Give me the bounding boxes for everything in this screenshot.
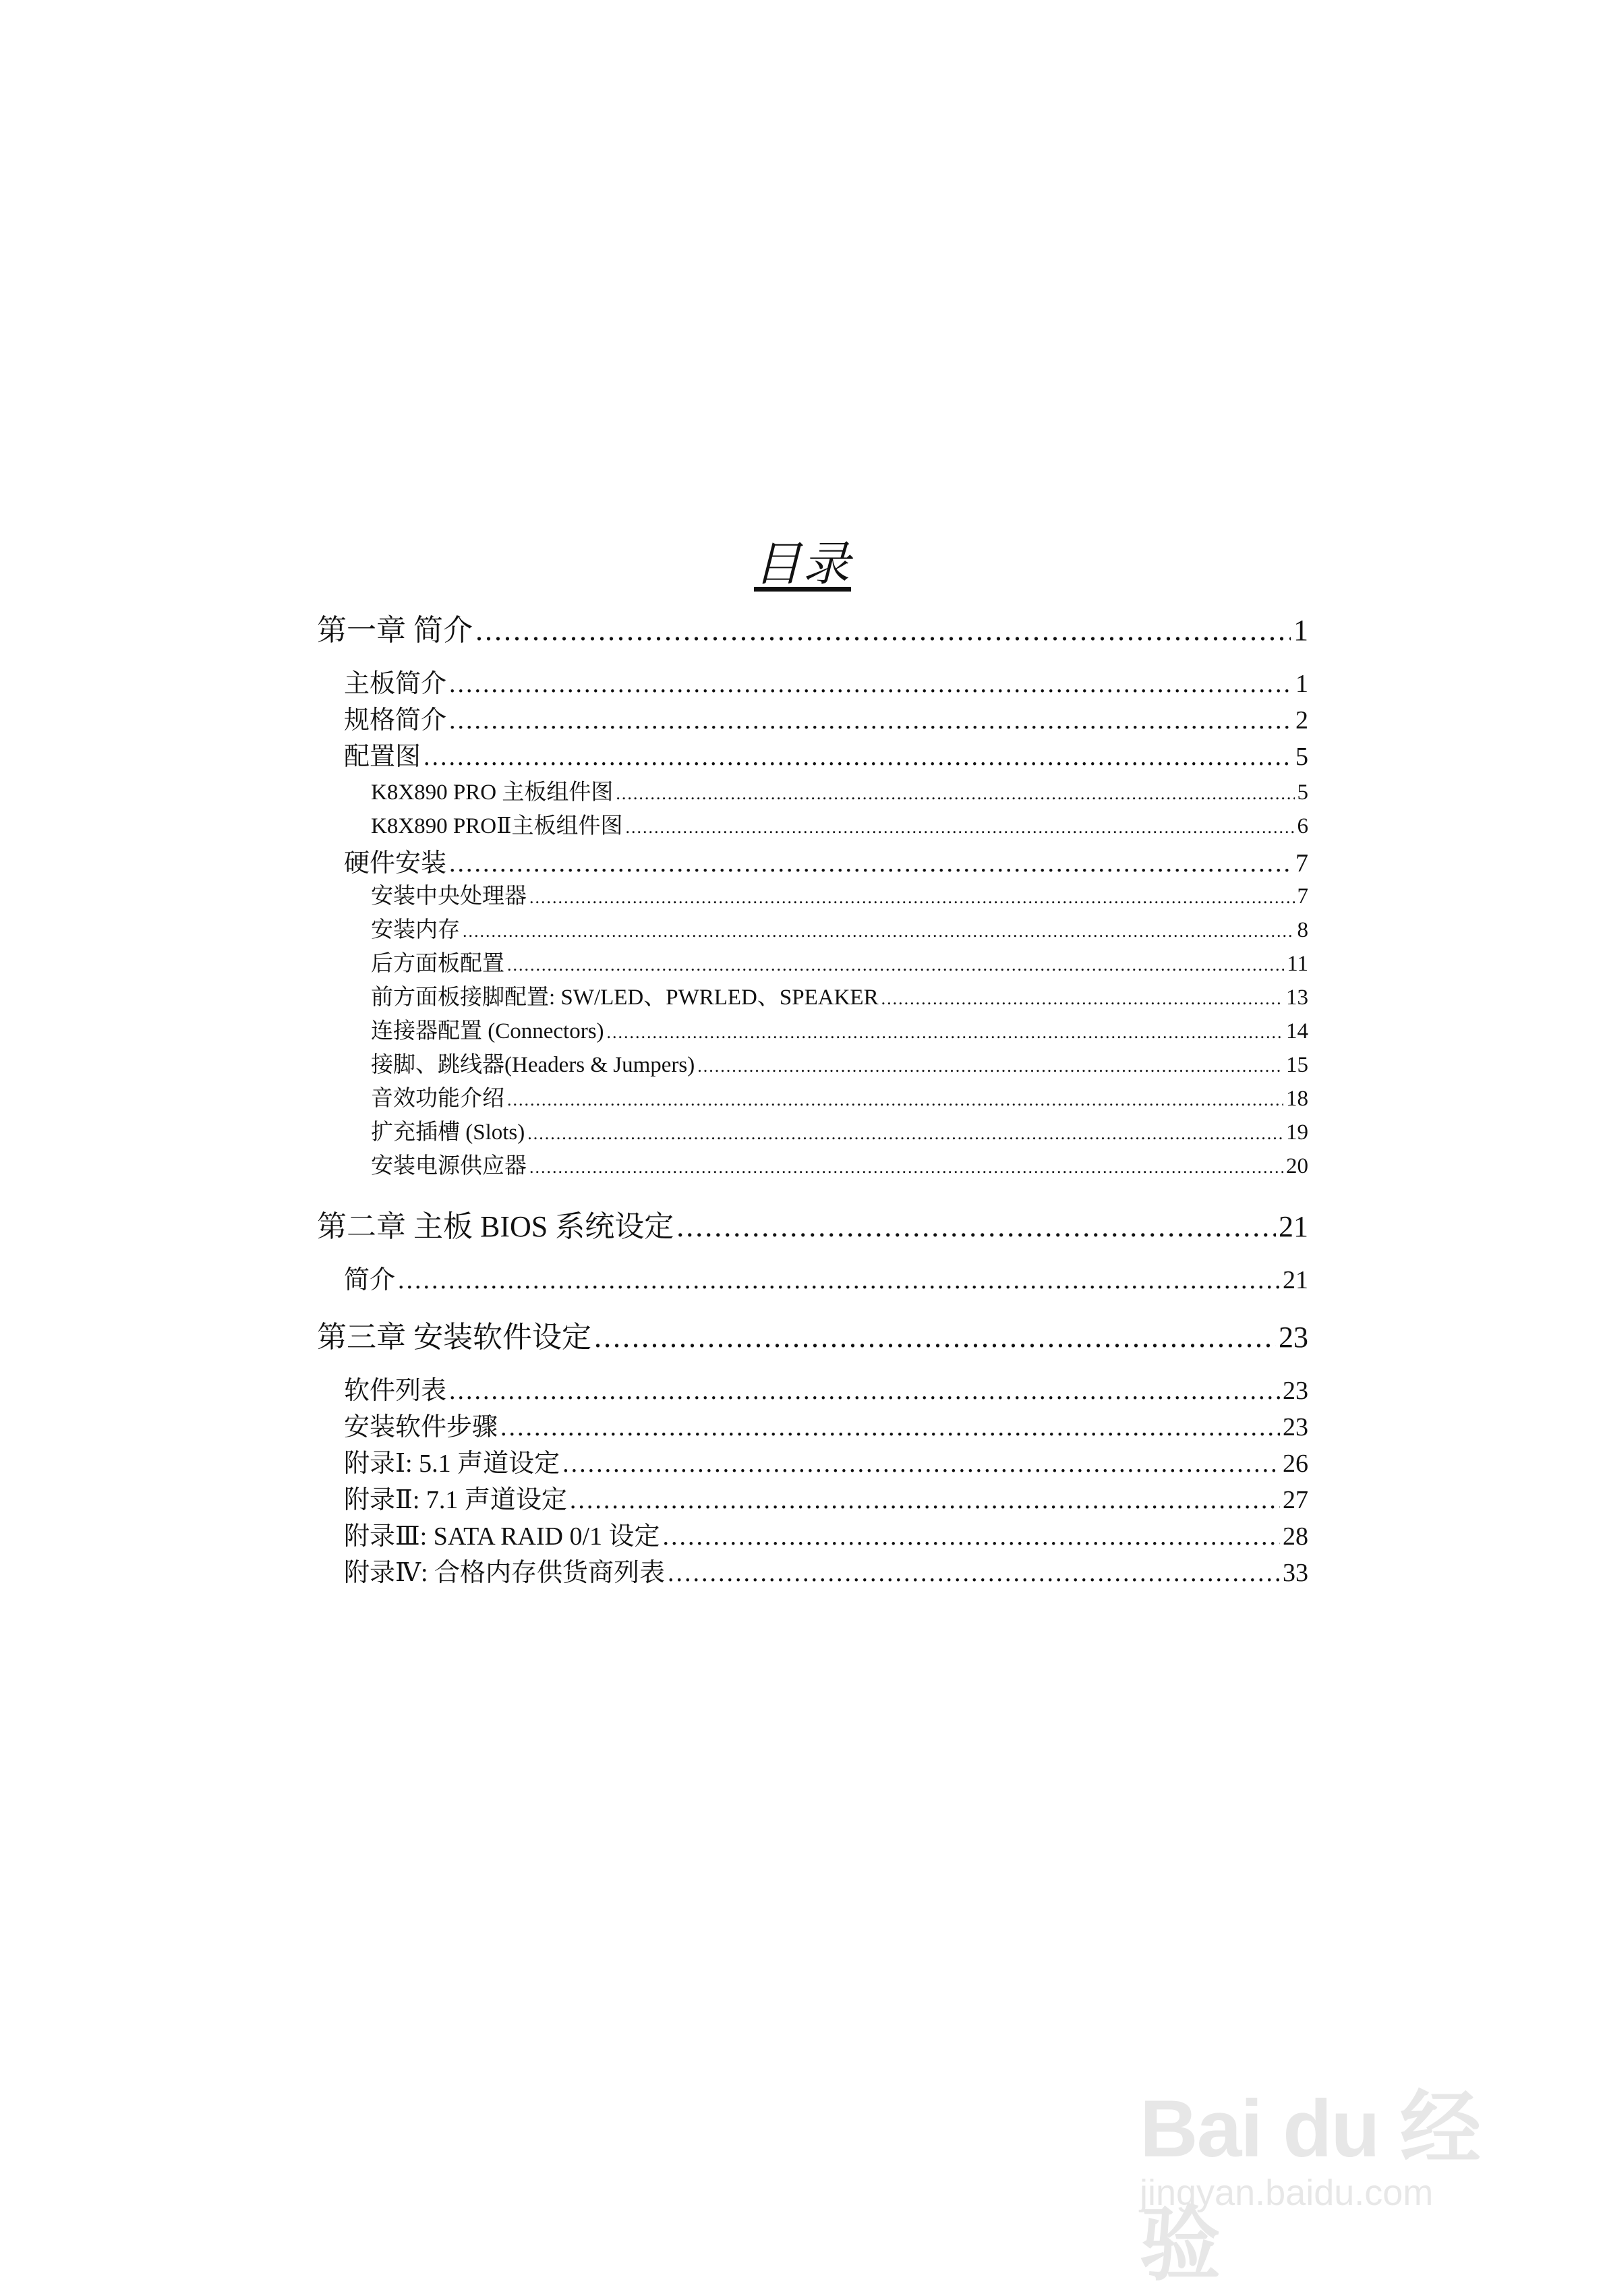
entry-page: 5 [1297,780,1308,805]
entry-label: 硬件安装 [344,849,447,878]
toc-entry[interactable] [344,1479,1308,1516]
entry-page: 19 [1286,1120,1308,1145]
entry-label: K8X890 PRO 主板组件图 [371,780,614,805]
toc-entry[interactable] [371,1047,1308,1079]
entry-label: 附录Ⅱ: 7.1 声道设定 [344,1486,567,1514]
entry-page: 6 [1297,814,1308,838]
entry-label: 安装中央处理器 [371,884,527,909]
entry-label: K8X890 PROⅡ主板组件图 [371,814,623,838]
entry-page: 20 [1286,1154,1308,1178]
entry-label: 安装软件步骤 [344,1413,498,1441]
watermark-logo: Bai du 经验 [1140,2084,1480,2290]
entry-label: 附录Ⅲ: SATA RAID 0/1 设定 [344,1522,660,1551]
entry-label: 附录Ⅳ: 合格内存供货商列表 [344,1559,666,1587]
toc-entry[interactable] [344,735,1308,772]
toc-entry[interactable] [344,1369,1308,1406]
entry-page: 15 [1286,1053,1308,1077]
entry-page: 21 [1279,1210,1308,1243]
toc-entry[interactable] [344,1259,1308,1296]
entry-label: 配置图 [344,743,421,771]
entry-label: 音效功能介绍 [371,1087,504,1111]
entry-page: 5 [1295,743,1308,771]
dot-leader [507,955,1284,975]
entry-page: 8 [1297,918,1308,942]
entry-page: 13 [1286,985,1308,1010]
toc-entry[interactable] [371,808,1308,840]
dot-leader [626,817,1295,838]
entry-page: 21 [1283,1266,1308,1294]
dot-leader [527,1124,1283,1144]
dot-leader [607,1023,1283,1043]
entry-page: 26 [1283,1450,1308,1478]
dot-leader [529,888,1295,908]
entry-page: 23 [1283,1413,1308,1441]
dot-leader [676,1209,1276,1244]
dot-leader [500,1412,1280,1442]
dot-leader [663,1522,1280,1551]
dot-leader [570,1485,1280,1515]
dot-leader [697,1056,1283,1077]
toc-entry-chapter-3[interactable] [317,1313,1308,1356]
entry-page: 11 [1287,952,1308,976]
dot-leader [594,1320,1276,1354]
entry-page: 1 [1293,614,1308,647]
entry-page: 27 [1283,1486,1308,1514]
toc-entry[interactable] [344,1406,1308,1443]
entry-page: 7 [1295,849,1308,878]
entry-label: 扩充插槽 (Slots) [371,1120,525,1145]
entry-page: 23 [1283,1377,1308,1405]
dot-leader [449,706,1293,735]
toc-entry[interactable] [344,1442,1308,1479]
dot-leader [616,784,1294,804]
toc-entry[interactable] [371,1148,1308,1180]
dot-leader [463,921,1295,942]
toc-entry[interactable] [371,1013,1308,1045]
entry-label: 第一章 简介 [317,614,473,647]
toc-entry[interactable] [371,1081,1308,1112]
entry-page: 1 [1295,670,1308,698]
entry-label: 连接器配置 (Connectors) [371,1019,604,1043]
dot-leader [424,742,1293,772]
dot-leader [475,613,1291,648]
dot-leader [881,989,1283,1009]
dot-leader [668,1558,1280,1588]
toc-entry[interactable] [344,662,1308,699]
entry-page: 14 [1286,1019,1308,1043]
toc-entry[interactable] [371,946,1308,977]
dot-leader [398,1265,1280,1295]
toc-entry-chapter-2[interactable] [317,1202,1308,1245]
entry-label: 主板简介 [344,670,447,698]
toc-entry[interactable] [371,774,1308,806]
dot-leader [507,1090,1283,1110]
toc-entry[interactable] [344,1515,1308,1552]
entry-label: 附录Ⅰ: 5.1 声道设定 [344,1450,560,1478]
toc-entry[interactable] [344,842,1308,879]
entry-label: 第三章 安装软件设定 [317,1321,591,1354]
entry-page: 7 [1297,884,1308,909]
entry-label: 第二章 主板 BIOS 系统设定 [317,1210,674,1243]
entry-label: 简介 [344,1266,396,1294]
dot-leader [449,849,1293,878]
dot-leader [529,1157,1283,1178]
entry-page: 33 [1283,1559,1308,1587]
watermark-url: jingyan.baidu.com [1140,2173,1434,2213]
baidu-jingyan-watermark [1140,2050,1517,2290]
entry-label: 后方面板配置 [371,952,504,976]
entry-page: 18 [1286,1087,1308,1111]
entry-page: 2 [1295,706,1308,735]
toc-title: 目录 [754,539,851,591]
dot-leader [449,669,1293,699]
toc-entry-chapter-1[interactable] [317,606,1308,649]
entry-page: 28 [1283,1522,1308,1551]
entry-label: 接脚、跳线器(Headers & Jumpers) [371,1053,695,1077]
entry-label: 安装内存 [371,918,460,942]
entry-label: 规格简介 [344,706,447,735]
dot-leader [449,1376,1280,1406]
entry-label: 软件列表 [344,1377,447,1405]
toc-entry[interactable] [371,1114,1308,1146]
toc-entry[interactable] [371,979,1308,1011]
entry-label: 前方面板接脚配置: SW/LED、PWRLED、SPEAKER [371,985,879,1010]
entry-label: 安装电源供应器 [371,1154,527,1178]
toc-entry[interactable] [371,912,1308,944]
entry-page: 23 [1279,1321,1308,1354]
dot-leader [562,1449,1280,1479]
toc-entry[interactable] [344,1551,1308,1588]
toc-entry[interactable] [371,878,1308,910]
toc-entry[interactable] [344,699,1308,736]
